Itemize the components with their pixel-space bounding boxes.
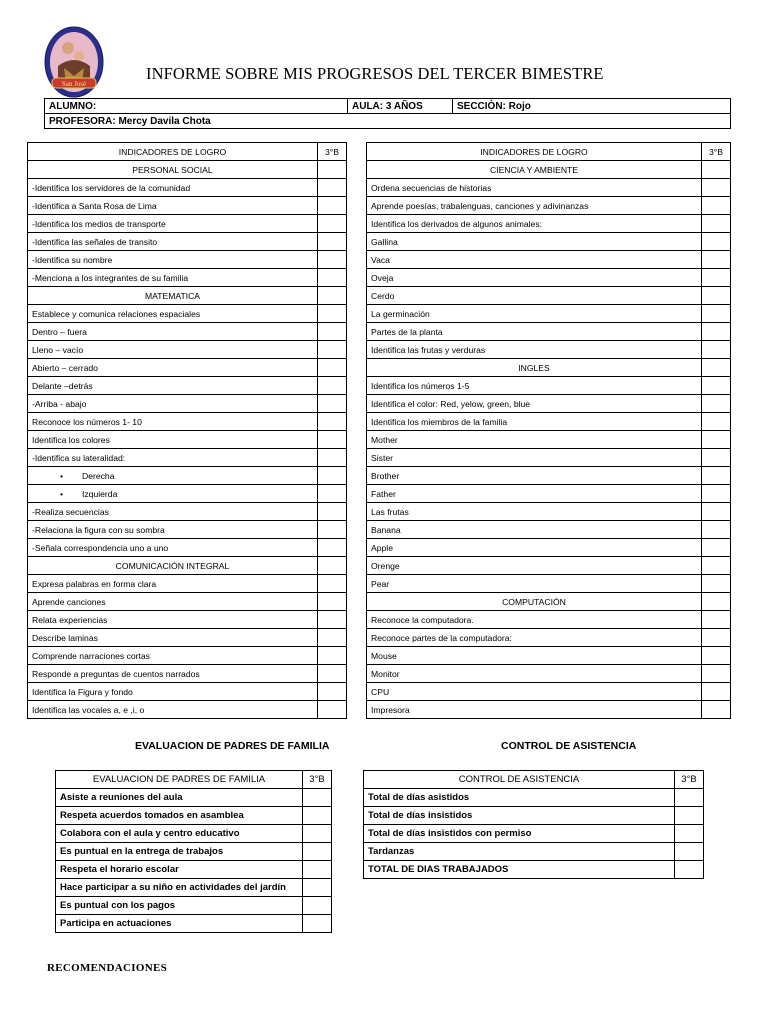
indicator-row xyxy=(367,251,731,269)
table-header xyxy=(367,143,731,161)
grade-cell xyxy=(702,377,731,395)
indicator-row xyxy=(367,179,731,197)
header-col: 3°B xyxy=(702,143,731,161)
grade-cell xyxy=(702,665,731,683)
header-col: 3°B xyxy=(318,143,347,161)
indicator-row xyxy=(28,629,347,647)
indicator-row xyxy=(367,215,731,233)
section-title: MATEMATICA xyxy=(144,290,201,301)
bullet-icon: • xyxy=(60,488,64,499)
indicator-label: -Identifica a Santa Rosa de Lima xyxy=(32,200,157,211)
header-label: EVALUACION DE PADRES DE FAMILIA xyxy=(56,771,303,789)
row-label: Tardanzas xyxy=(364,843,675,861)
left-indicators-table xyxy=(27,142,347,719)
section-row xyxy=(28,557,347,575)
indicator-row xyxy=(367,701,731,719)
grade-cell xyxy=(318,377,347,395)
row-label: TOTAL DE DIAS TRABAJADOS xyxy=(364,861,675,879)
indicator-row xyxy=(28,665,347,683)
bullet-row xyxy=(28,467,347,485)
indicator-row xyxy=(367,449,731,467)
section-title: COMUNICACIÓN INTEGRAL xyxy=(115,560,230,571)
indicator-label: Las frutas xyxy=(371,506,409,517)
grade-cell xyxy=(702,557,731,575)
grade-cell xyxy=(303,897,332,915)
indicator-row xyxy=(367,287,731,305)
grade-cell xyxy=(318,287,347,305)
indicator-label: -Arriba - abajo xyxy=(32,398,87,409)
attendance-row xyxy=(364,807,704,825)
indicator-label: Comprende narraciones cortas xyxy=(32,650,150,661)
grade-cell xyxy=(702,683,731,701)
indicator-row xyxy=(367,413,731,431)
row-label: Asiste a reuniones del aula xyxy=(56,789,303,807)
indicator-row xyxy=(367,503,731,521)
indicator-label: Describe laminas xyxy=(32,632,98,643)
section-title: COMPUTACIÓN xyxy=(502,596,566,607)
table-header xyxy=(56,771,332,789)
indicator-label: -Identifica los medios de transporte xyxy=(32,218,166,229)
indicator-label: Partes de la planta xyxy=(371,326,443,337)
indicator-label: CPU xyxy=(371,686,390,697)
grade-cell xyxy=(702,503,731,521)
row-label: Es puntual en la entrega de trabajos xyxy=(56,843,303,861)
header-col: 3°B xyxy=(303,771,332,789)
indicator-label: Oveja xyxy=(371,272,394,283)
grade-cell xyxy=(318,647,347,665)
header-label: INDICADORES DE LOGRO xyxy=(28,143,318,161)
attendance-row xyxy=(364,789,704,807)
indicator-label: -Relaciona la figura con su sombra xyxy=(32,524,165,535)
indicator-label: Reconoce partes de la computadora: xyxy=(371,632,512,643)
indicator-row xyxy=(367,575,731,593)
indicator-label: Abierto – cerrado xyxy=(32,362,98,373)
recomendaciones-label: RECOMENDACIONES xyxy=(47,962,168,974)
indicator-label: La germinación xyxy=(371,308,430,319)
indicator-label: Responde a preguntas de cuentos narrados xyxy=(32,668,200,679)
parent-eval-row xyxy=(56,897,332,915)
section-title: CIENCIA Y AMBIENTE xyxy=(489,164,579,175)
grade-cell xyxy=(318,467,347,485)
profesora-field: PROFESORA: Mercy Davila Chota xyxy=(45,114,731,129)
grade-cell xyxy=(702,521,731,539)
indicator-row xyxy=(28,197,347,215)
indicator-label: -Identifica los servidores de la comunidad xyxy=(32,182,191,193)
grade-cell xyxy=(675,789,704,807)
grade-cell xyxy=(702,539,731,557)
indicator-row xyxy=(28,269,347,287)
row-label: Total de días asistidos xyxy=(364,789,675,807)
indicator-label: Relata experiencias xyxy=(32,614,108,625)
indicator-row xyxy=(367,341,731,359)
indicator-row xyxy=(28,431,347,449)
grade-cell xyxy=(318,503,347,521)
grade-cell xyxy=(318,539,347,557)
grade-cell xyxy=(702,251,731,269)
student-info-table xyxy=(44,98,731,129)
grade-cell xyxy=(318,341,347,359)
attendance-row xyxy=(364,825,704,843)
grade-cell xyxy=(303,879,332,897)
grade-cell xyxy=(702,395,731,413)
indicator-row xyxy=(28,323,347,341)
svg-text:San José: San José xyxy=(61,80,87,88)
indicator-row xyxy=(28,503,347,521)
indicator-label: Mouse xyxy=(371,650,397,661)
grade-cell xyxy=(318,179,347,197)
indicator-label: Impresora xyxy=(371,704,410,715)
indicator-row xyxy=(367,611,731,629)
indicator-row xyxy=(367,683,731,701)
grade-cell xyxy=(702,485,731,503)
indicator-label: -Menciona a los integrantes de su familia xyxy=(32,272,189,283)
grade-cell xyxy=(702,413,731,431)
grade-cell xyxy=(702,341,731,359)
grade-cell xyxy=(318,557,347,575)
parent-eval-row xyxy=(56,861,332,879)
grade-cell xyxy=(702,647,731,665)
indicator-label: Aprende canciones xyxy=(32,596,106,607)
indicator-row xyxy=(367,431,731,449)
header-col: 3°B xyxy=(675,771,704,789)
indicator-label: -Señala correspondencia uno a uno xyxy=(32,542,169,553)
indicator-label: Father xyxy=(371,488,396,499)
grade-cell xyxy=(318,593,347,611)
indicator-label: Reconoce la computadora. xyxy=(371,614,474,625)
grade-cell xyxy=(303,861,332,879)
attendance-row xyxy=(364,843,704,861)
grade-cell xyxy=(702,467,731,485)
grade-cell xyxy=(318,233,347,251)
indicator-label: Monitor xyxy=(371,668,400,679)
indicator-row xyxy=(28,359,347,377)
indicator-label: Identifica la Figura y fondo xyxy=(32,686,133,697)
attendance-row xyxy=(364,861,704,879)
grade-cell xyxy=(702,197,731,215)
header-label: INDICADORES DE LOGRO xyxy=(367,143,702,161)
section-title: PERSONAL SOCIAL xyxy=(132,164,213,175)
indicator-row xyxy=(28,395,347,413)
indicator-row xyxy=(28,305,347,323)
indicator-row xyxy=(28,539,347,557)
indicator-row xyxy=(367,377,731,395)
indicator-label: Identifica los miembros de la familia xyxy=(371,416,508,427)
indicator-row xyxy=(367,665,731,683)
indicator-label: Orenge xyxy=(371,560,400,571)
table-header xyxy=(28,143,347,161)
indicator-row xyxy=(28,683,347,701)
row-label: Hace participar a su niño en actividades del jardín xyxy=(56,879,303,897)
indicator-label: Identifica el color: Red, yelow, green, blue xyxy=(371,398,531,409)
parent-eval-row xyxy=(56,825,332,843)
grade-cell xyxy=(318,197,347,215)
indicator-label: Identifica los colores xyxy=(32,434,110,445)
indicator-row xyxy=(28,611,347,629)
row-label: Total de días insistidos xyxy=(364,807,675,825)
grade-cell xyxy=(318,161,347,179)
indicator-row xyxy=(28,521,347,539)
grade-cell xyxy=(318,413,347,431)
indicator-row xyxy=(367,647,731,665)
section-row xyxy=(28,161,347,179)
indicator-row xyxy=(367,629,731,647)
indicator-label: Mother xyxy=(371,434,398,445)
row-label: Participa en actuaciones xyxy=(56,915,303,933)
row-label: Respeta acuerdos tomados en asamblea xyxy=(56,807,303,825)
indicator-row xyxy=(367,323,731,341)
indicator-label: Identifica los derivados de algunos animales: xyxy=(371,218,543,229)
grade-cell xyxy=(702,215,731,233)
bullet-icon: • xyxy=(60,470,64,481)
attendance-table xyxy=(363,770,704,879)
grade-cell xyxy=(702,233,731,251)
row-label: Total de días insistidos con permiso xyxy=(364,825,675,843)
indicator-row xyxy=(28,341,347,359)
grade-cell xyxy=(318,575,347,593)
indicator-row xyxy=(367,539,731,557)
table-header xyxy=(364,771,704,789)
section-row xyxy=(367,359,731,377)
indicator-label: Aprende poesías, trabalenguas, canciones y adivinanzas xyxy=(371,200,589,211)
indicator-row xyxy=(28,593,347,611)
indicator-label: Establece y comunica relaciones espaciales xyxy=(32,308,201,319)
aula-field: AULA: 3 AÑOS xyxy=(348,99,453,114)
bullet-row xyxy=(28,485,347,503)
indicator-label: Apple xyxy=(371,542,393,553)
grade-cell xyxy=(318,629,347,647)
indicator-label: Brother xyxy=(371,470,400,481)
row-label: Es puntual con los pagos xyxy=(56,897,303,915)
grade-cell xyxy=(702,179,731,197)
indicator-label: Gallina xyxy=(371,236,398,247)
indicator-row xyxy=(28,179,347,197)
grade-cell xyxy=(702,575,731,593)
grade-cell xyxy=(702,593,731,611)
seccion-field: SECCIÒN: Rojo xyxy=(453,99,731,114)
indicator-label: Derecha xyxy=(82,470,115,481)
section-row xyxy=(367,593,731,611)
indicator-label: Lleno – vacío xyxy=(32,344,84,355)
school-logo xyxy=(44,26,104,98)
grade-cell xyxy=(702,287,731,305)
indicator-row xyxy=(28,251,347,269)
grade-cell xyxy=(318,521,347,539)
grade-cell xyxy=(303,789,332,807)
indicator-label: Cerdo xyxy=(371,290,395,301)
row-label: Colabora con el aula y centro educativo xyxy=(56,825,303,843)
indicator-row xyxy=(367,557,731,575)
section-title: INGLES xyxy=(518,362,550,373)
parent-eval-row xyxy=(56,807,332,825)
document-title: INFORME SOBRE MIS PROGRESOS DEL TERCER BIMESTRE xyxy=(146,64,604,83)
attendance-heading: CONTROL DE ASISTENCIA xyxy=(501,740,637,752)
indicator-row xyxy=(28,575,347,593)
grade-cell xyxy=(675,807,704,825)
grade-cell xyxy=(702,359,731,377)
indicator-label: Expresa palabras en forma clara xyxy=(32,578,157,589)
indicator-row xyxy=(28,215,347,233)
grade-cell xyxy=(318,683,347,701)
indicator-label: -Realiza secuencias xyxy=(32,506,109,517)
indicator-label: Delante –detrás xyxy=(32,380,93,391)
indicator-label: Pear xyxy=(371,578,390,589)
indicator-label: Identifica los números 1-5 xyxy=(371,380,470,391)
grade-cell xyxy=(702,431,731,449)
grade-cell xyxy=(318,359,347,377)
indicator-row xyxy=(28,233,347,251)
indicator-row xyxy=(367,233,731,251)
alumno-field: ALUMNO: xyxy=(45,99,348,114)
indicator-row xyxy=(367,521,731,539)
indicator-row xyxy=(28,413,347,431)
indicator-label: Dentro – fuera xyxy=(32,326,87,337)
section-row xyxy=(367,161,731,179)
indicator-label: Sister xyxy=(371,452,393,463)
row-label: Respeta el horario escolar xyxy=(56,861,303,879)
indicator-label: Vaca xyxy=(371,254,390,265)
grade-cell xyxy=(318,431,347,449)
indicator-row xyxy=(367,467,731,485)
grade-cell xyxy=(675,861,704,879)
indicator-row xyxy=(367,395,731,413)
indicator-row xyxy=(367,485,731,503)
parents-heading: EVALUACION DE PADRES DE FAMILIA xyxy=(135,740,330,752)
grade-cell xyxy=(303,843,332,861)
indicator-label: -Identifica su lateralidad: xyxy=(32,452,126,463)
header-label: CONTROL DE ASISTENCIA xyxy=(364,771,675,789)
indicator-label: Identifica las vocales a, e ,i, o xyxy=(32,704,145,715)
indicator-label: -Identifica las señales de transito xyxy=(32,236,158,247)
grade-cell xyxy=(318,485,347,503)
grade-cell xyxy=(702,269,731,287)
indicator-row xyxy=(28,449,347,467)
grade-cell xyxy=(702,305,731,323)
indicator-row xyxy=(28,647,347,665)
indicator-label: Identifica las frutas y verduras xyxy=(371,344,486,355)
grade-cell xyxy=(303,825,332,843)
indicator-row xyxy=(367,305,731,323)
grade-cell xyxy=(702,323,731,341)
indicator-row xyxy=(28,701,347,719)
parent-eval-row xyxy=(56,915,332,933)
indicator-row xyxy=(367,269,731,287)
grade-cell xyxy=(318,449,347,467)
indicator-label: Izquierda xyxy=(82,488,118,499)
indicator-label: Ordena secuencias de historias xyxy=(371,182,492,193)
grade-cell xyxy=(318,269,347,287)
grade-cell xyxy=(675,843,704,861)
grade-cell xyxy=(318,305,347,323)
grade-cell xyxy=(303,807,332,825)
indicator-label: Reconoce los números 1- 10 xyxy=(32,416,142,427)
grade-cell xyxy=(702,161,731,179)
grade-cell xyxy=(318,611,347,629)
grade-cell xyxy=(702,629,731,647)
parents-evaluation-table xyxy=(55,770,332,933)
grade-cell xyxy=(318,251,347,269)
grade-cell xyxy=(303,915,332,933)
indicator-row xyxy=(28,377,347,395)
grade-cell xyxy=(318,665,347,683)
parent-eval-row xyxy=(56,843,332,861)
indicator-label: Banana xyxy=(371,524,401,535)
grade-cell xyxy=(702,701,731,719)
grade-cell xyxy=(318,323,347,341)
grade-cell xyxy=(675,825,704,843)
grade-cell xyxy=(318,395,347,413)
grade-cell xyxy=(702,449,731,467)
grade-cell xyxy=(702,611,731,629)
indicator-label: -Identifica su nombre xyxy=(32,254,113,265)
grade-cell xyxy=(318,701,347,719)
section-row xyxy=(28,287,347,305)
indicator-row xyxy=(367,197,731,215)
grade-cell xyxy=(318,215,347,233)
right-indicators-table xyxy=(366,142,731,719)
parent-eval-row xyxy=(56,879,332,897)
parent-eval-row xyxy=(56,789,332,807)
